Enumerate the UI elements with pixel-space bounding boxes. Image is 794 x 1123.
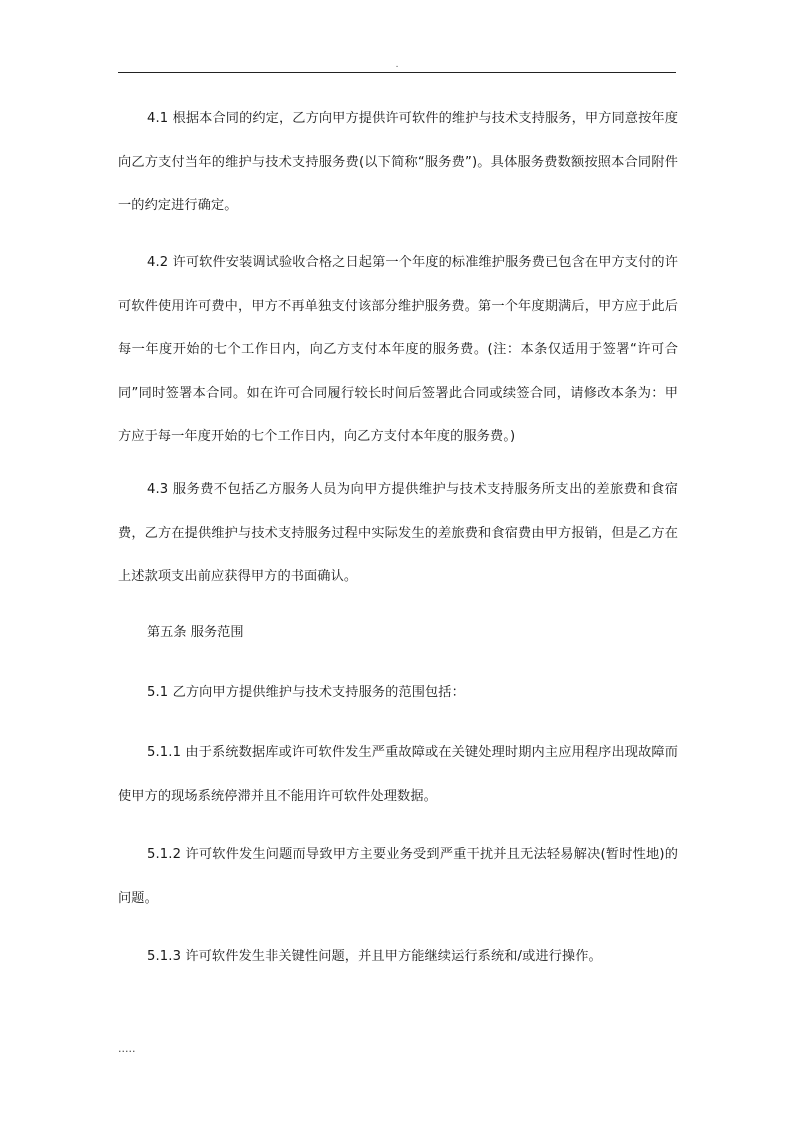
article-5-title: 第五条 服务范围	[147, 625, 244, 640]
clause-5-1: 5.1 乙方向甲方提供维护与技术支持服务的范围包括：	[147, 685, 465, 700]
clause-5-1-2: 5.1.2 许可软件发生问题而导致甲方主要业务受到严重干扰并且无法轻易解决(暂时性地)的问题。	[118, 847, 678, 906]
clause-4-3: 4.3 服务费不包括乙方服务人员为向甲方提供维护与技术支持服务所支出的差旅费和食宿费，乙方在提供维护与技术支持服务过程中实际发生的差旅费和食宿费由甲方报销，但是乙方在上述款项支出前应获得甲方的书面确认。	[118, 482, 678, 584]
header-rule	[118, 72, 676, 73]
footer-mark: .....	[118, 1042, 136, 1055]
clause-5-1-1: 5.1.1 由于系统数据库或许可软件发生严重故障或在关键处理时期内主应用程序出现故障而使甲方的现场系统停滞并且不能用许可软件处理数据。	[118, 745, 678, 804]
clause-5-1-3: 5.1.3 许可软件发生非关键性问题，并且甲方能继续运行系统和/或进行操作。	[147, 949, 602, 964]
clause-4-1: 4.1 根据本合同的约定，乙方向甲方提供许可软件的维护与技术支持服务，甲方同意按年度向乙方支付当年的维护与技术支持服务费(以下简称“服务费”)。具体服务费数额按照本合同附件一的约定进行确定。	[118, 111, 678, 213]
header-mark: .	[395, 60, 399, 70]
clause-4-2: 4.2 许可软件安装调试验收合格之日起第一个年度的标准维护服务费已包含在甲方支付的许可软件使用许可费中，甲方不再单独支付该部分维护服务费。第一个年度期满后，甲方应于此后每一年度开始的七个工作日内，向乙方支付本年度的服务费。(注：本条仅适用于签署“许可合同”同时签署本合同。如在许可合同履行较长时间后签署此合同或续签合同，请修改本条为：甲方应于每一年度开始的七个工作日内，向乙方支付本年度的服务费。)	[118, 255, 678, 444]
